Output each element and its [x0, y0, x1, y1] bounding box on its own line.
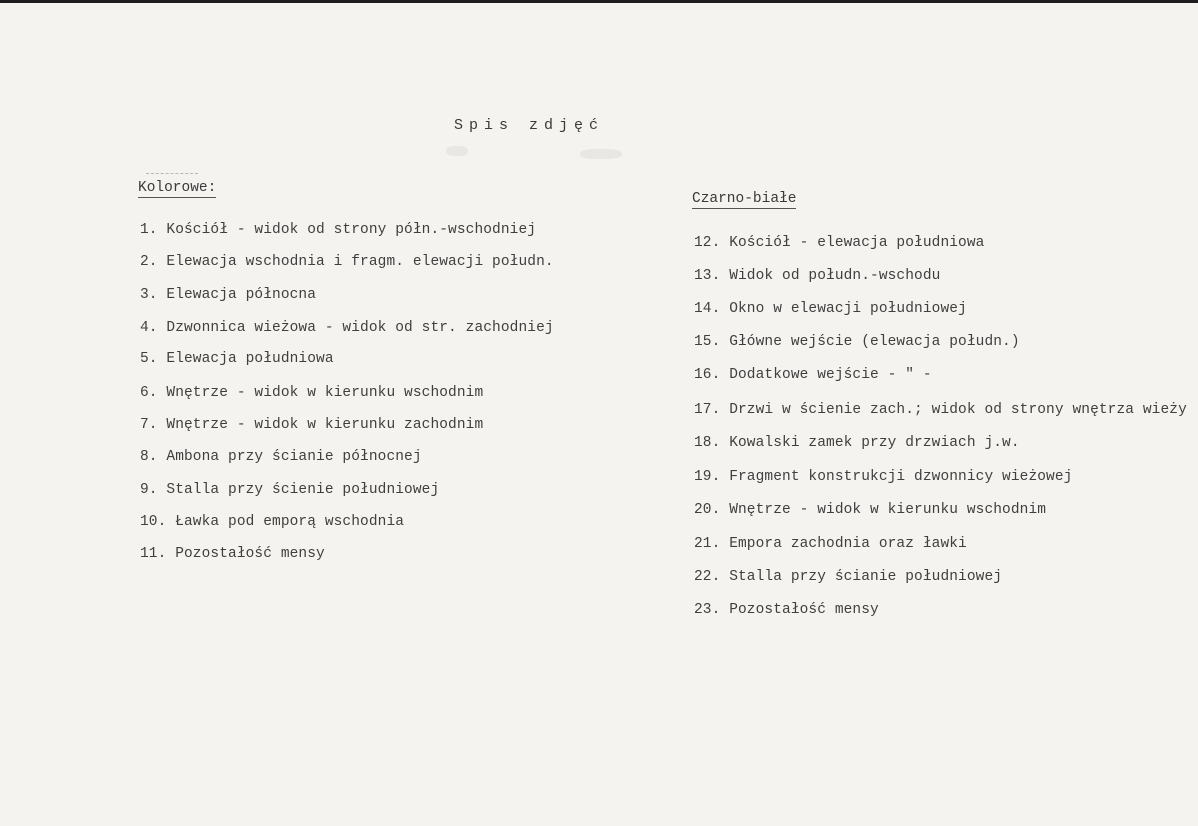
list-item: 9. Stalla przy ścienie południowej	[140, 482, 440, 498]
ink-smudge	[580, 149, 622, 159]
list-item: 16. Dodatkowe wejście - " -	[694, 367, 932, 383]
list-item: 14. Okno w elewacji południowej	[694, 301, 967, 317]
list-item: 20. Wnętrze - widok w kierunku wschodnim	[694, 502, 1047, 518]
list-item: 6. Wnętrze - widok w kierunku wschodnim	[140, 385, 484, 401]
list-item: 4. Dzwonnica wieżowa - widok od str. zachodniej	[140, 320, 554, 336]
list-item: 2. Elewacja wschodnia i fragm. elewacji połudn.	[140, 254, 554, 270]
ink-smudge	[446, 146, 468, 156]
list-item: 7. Wnętrze - widok w kierunku zachodnim	[140, 417, 484, 433]
page-title: Spis zdjęć	[454, 117, 605, 134]
list-item: 22. Stalla przy ścianie południowej	[694, 569, 1003, 585]
faint-dashes	[146, 173, 198, 174]
list-item: 10. Ławka pod emporą wschodnia	[140, 514, 405, 530]
list-item: 12. Kościół - elewacja południowa	[694, 235, 985, 251]
list-item: 8. Ambona przy ścianie północnej	[140, 449, 422, 465]
section-heading-bw: Czarno-białe	[692, 191, 797, 207]
list-item: 15. Główne wejście (elewacja połudn.)	[694, 334, 1020, 350]
section-heading-color: Kolorowe:	[138, 180, 217, 196]
list-item: 19. Fragment konstrukcji dzwonnicy wieżowej	[694, 469, 1073, 485]
list-item: 5. Elewacja południowa	[140, 351, 334, 367]
list-item: 18. Kowalski zamek przy drzwiach j.w.	[694, 435, 1020, 451]
list-item: 3. Elewacja północna	[140, 287, 317, 303]
list-item: 21. Empora zachodnia oraz ławki	[694, 536, 967, 552]
list-item: 11. Pozostałość mensy	[140, 546, 325, 562]
list-item: 1. Kościół - widok od strony półn.-wschodniej	[140, 222, 537, 238]
list-item: 23. Pozostałość mensy	[694, 602, 879, 618]
list-item: 17. Drzwi w ścienie zach.; widok od strony wnętrza wieży	[694, 402, 1187, 418]
list-item: 13. Widok od połudn.-wschodu	[694, 268, 941, 284]
